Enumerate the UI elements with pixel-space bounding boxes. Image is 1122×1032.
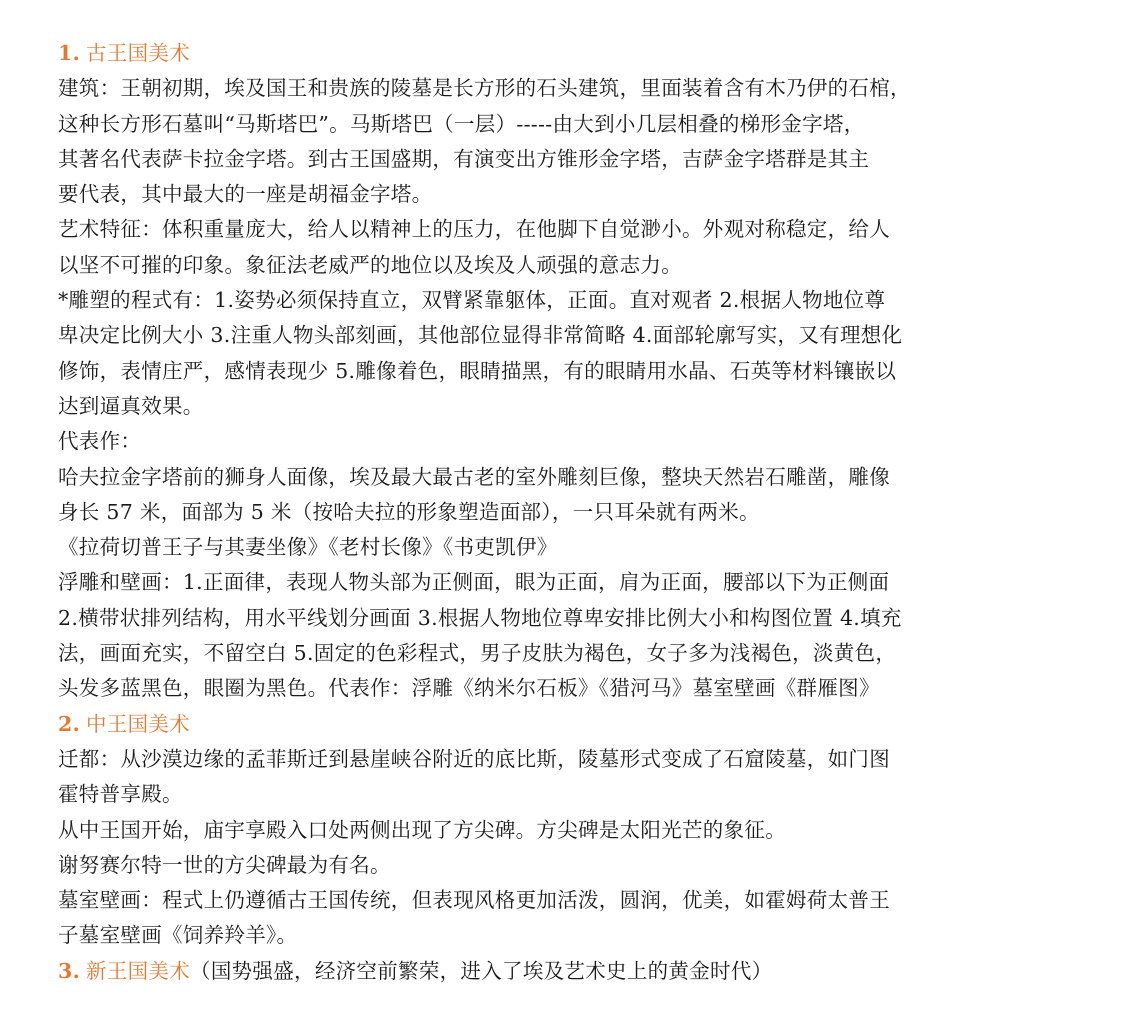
text-line: 霍特普享殿。 [58,782,183,807]
section-title: 新王国美术 [86,958,191,983]
text-line: 墓室壁画：程式上仍遵循古王国传统，但表现风格更加活泼，圆润，优美，如霍姆荷太普王 [58,888,890,913]
section-subtitle: （国势强盛，经济空前繁荣，进入了埃及艺术史上的黄金时代） [190,958,773,983]
text-line: 浮雕和壁画：1.正面律，表现人物头部为正侧面，眼为正面，肩为正面，腰部以下为正侧面 [58,570,890,595]
text-line: 艺术特征：体积重量庞大，给人以精神上的压力，在他脚下自觉渺小。外观对称稳定，给人 [58,217,890,242]
section-heading-2 [58,707,1048,742]
text-line: 其著名代表萨卡拉金字塔。到古王国盛期，有演变出方锥形金字塔，吉萨金字塔群是其主 [58,146,870,171]
text-line: 修饰，表情庄严，感情表现少 5.雕像着色，眼睛描黑，有的眼睛用水晶、石英等材料镶嵌以 [58,358,897,383]
text-line: 达到逼真效果。 [58,393,204,418]
text-line: 2.横带状排列结构，用水平线划分画面 3.根据人物地位尊卑安排比例大小和构图位置 4.填充 [58,605,902,630]
text-line: 身长 57 米，面部为 5 米（按哈夫拉的形象塑造面部），一只耳朵就有两米。 [58,499,760,524]
section-heading-3 [58,954,1048,989]
text-line: 这种长方形石墓叫“马斯塔巴”。马斯塔巴（一层）-----由大到小几层相叠的梯形金字塔， [58,111,865,136]
text-line: 以坚不可摧的印象。象征法老威严的地位以及埃及人顽强的意志力。 [58,252,682,277]
text-line: 子墓室壁画《饲养羚羊》。 [58,923,298,948]
text-line: 建筑：王朝初期，埃及国王和贵族的陵墓是长方形的石头建筑，里面装着含有木乃伊的石棺， [58,76,911,101]
section-body-2 [58,742,1048,954]
section-number: 2. [58,711,81,736]
text-line: 谢努赛尔特一世的方尖碑最为有名。 [58,852,391,877]
text-line: 从中王国开始，庙宇享殿入口处两侧出现了方尖碑。方尖碑是太阳光芒的象征。 [58,817,786,842]
section-number: 3. [58,958,81,983]
text-line: *雕塑的程式有：1.姿势必须保持直立，双臂紧靠躯体，正面。直对观者 2.根据人物地位尊 [58,288,886,313]
section-title: 古王国美术 [86,41,191,65]
text-line: 哈夫拉金字塔前的狮身人面像，埃及最大最古老的室外雕刻巨像，整块天然岩石雕凿，雕像 [58,464,890,489]
section-heading-1 [58,36,1048,71]
text-line: 要代表，其中最大的一座是胡福金字塔。 [58,182,433,207]
text-line: 迁都：从沙漠边缘的孟菲斯迁到悬崖峡谷附近的底比斯，陵墓形式变成了石窟陵墓，如门图 [58,746,890,771]
section-title: 中王国美术 [86,711,191,736]
text-line: 法，画面充实，不留空白 5.固定的色彩程式，男子皮肤为褐色，女子多为浅褐色，淡黄色， [58,641,897,666]
text-line: 头发多蓝黑色，眼圈为黑色。代表作：浮雕《纳米尔石板》《猎河马》墓室壁画《群雁图》 [58,676,880,701]
text-line: 《拉荷切普王子与其妻坐像》《老村长像》《书吏凯伊》 [58,535,558,560]
text-line: 代表作： [58,429,142,454]
text-line: 卑决定比例大小 3.注重人物头部刻画，其他部位显得非常简略 4.面部轮廓写实，又有理想化 [58,323,903,348]
section-number: 1. [58,41,81,65]
document-page [58,36,1048,989]
section-body-1 [58,71,1048,706]
